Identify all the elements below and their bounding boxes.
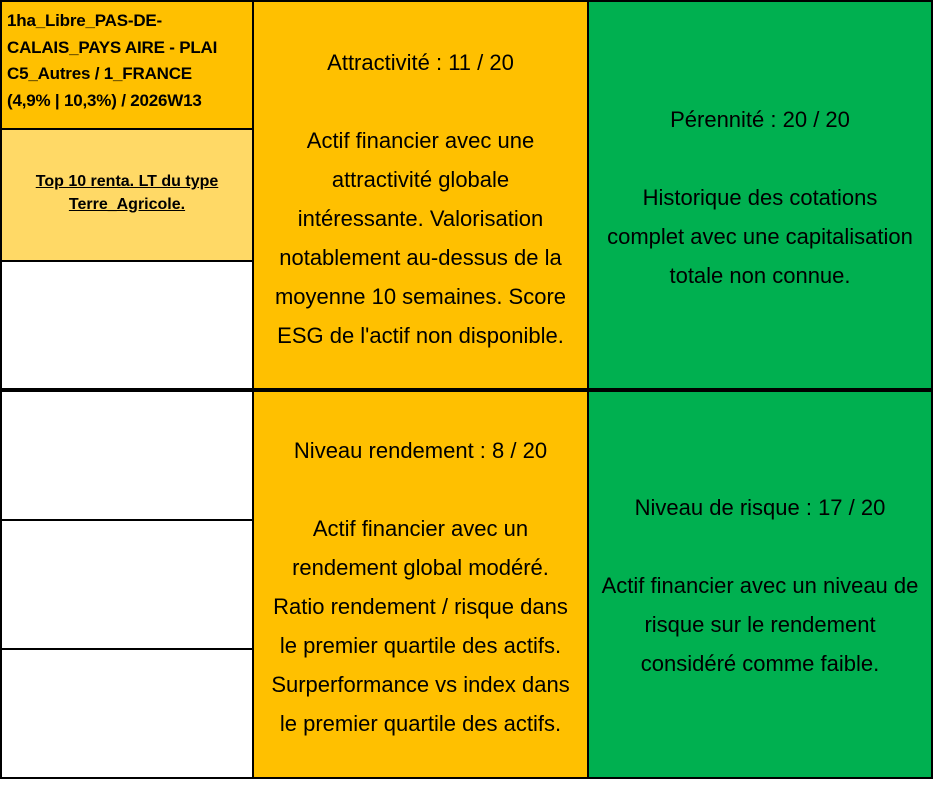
perennite-heading: Pérennité : 20 / 20 — [670, 107, 850, 132]
top10-cell — [0, 128, 254, 262]
risque-heading: Niveau de risque : 17 / 20 — [634, 495, 886, 520]
desc-line: attractivité globale — [331, 167, 510, 192]
rendement-cell — [252, 390, 589, 779]
attractivite-block — [254, 43, 587, 355]
desc-line: Actif financier avec une — [306, 128, 535, 153]
attractivite-heading: Attractivité : 11 / 20 — [327, 50, 514, 75]
risque-block — [589, 488, 931, 683]
attractivite-description — [254, 121, 587, 355]
empty-cell — [0, 260, 254, 390]
asset-title: 1ha_Libre_PAS-DE- CALAIS_PAYS AIRE - PLAI C5_Autres / 1_FRANCE (4,9% | 10,3%) / 2026W13 — [7, 11, 218, 110]
rendement-heading: Niveau rendement : 8 / 20 — [293, 438, 548, 463]
asset-title-cell — [0, 0, 254, 130]
rendement-description — [254, 509, 587, 743]
desc-line: complet avec une capitalisation — [607, 224, 913, 249]
risque-description — [589, 566, 931, 683]
rendement-block — [254, 431, 587, 743]
empty-cell — [0, 519, 254, 650]
desc-line: Actif financier avec un niveau de — [601, 573, 919, 598]
top10-line-2: Terre_Agricole. — [68, 196, 186, 213]
empty-cell — [0, 390, 254, 521]
top10-line-1: Top 10 renta. LT du type — [35, 173, 219, 190]
desc-line: intéressante. Valorisation — [297, 206, 544, 231]
desc-line: ESG de l'actif non disponible. — [277, 323, 564, 348]
desc-line: Historique des cotations — [642, 185, 878, 210]
desc-line: le premier quartile des actifs. — [279, 633, 562, 658]
desc-line: le premier quartile des actifs. — [279, 711, 562, 736]
empty-cell — [0, 648, 254, 779]
desc-line: totale non connue. — [669, 263, 851, 288]
perennite-cell — [587, 0, 933, 390]
desc-line: Actif financier avec un — [312, 516, 529, 541]
desc-line: moyenne 10 semaines. Score — [274, 284, 567, 309]
desc-line: considéré comme faible. — [640, 651, 880, 676]
desc-line: rendement global modéré. — [292, 555, 549, 580]
risque-cell — [587, 390, 933, 779]
perennite-description — [589, 178, 931, 295]
desc-line: Ratio rendement / risque dans — [273, 594, 568, 619]
desc-line: Surperformance vs index dans — [271, 672, 570, 697]
perennite-block — [589, 100, 931, 295]
attractivite-cell — [252, 0, 589, 390]
desc-line: risque sur le rendement — [644, 612, 876, 637]
desc-line: notablement au-dessus de la — [279, 245, 562, 270]
top10-label — [2, 170, 252, 216]
